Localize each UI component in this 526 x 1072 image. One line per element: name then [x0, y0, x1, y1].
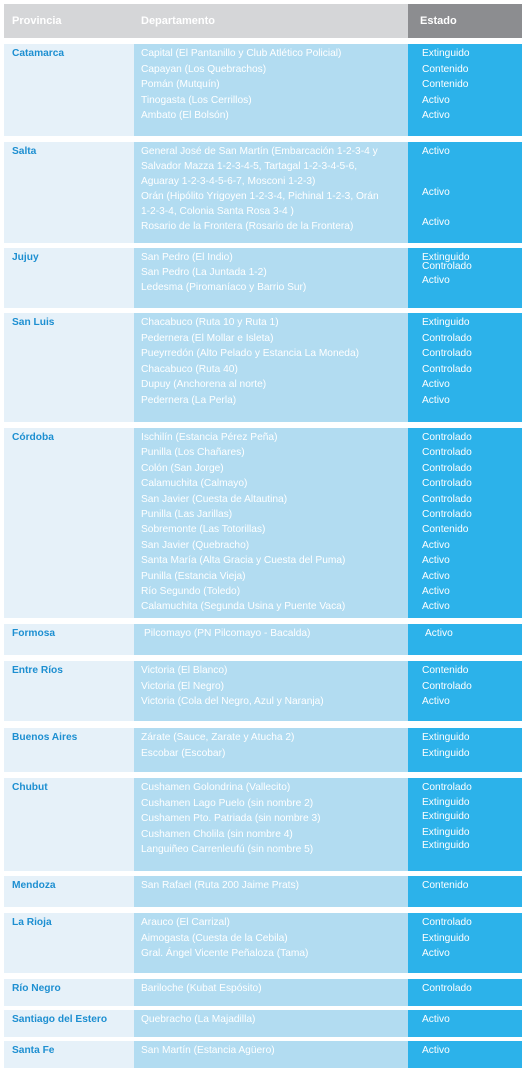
provincia-cell: Salta	[4, 142, 134, 243]
table-row	[4, 624, 522, 655]
estado-value: Controlado	[422, 782, 472, 793]
table-row	[4, 142, 522, 243]
departamento-line: Ischilín (Estancia Pérez Peña)	[141, 432, 278, 443]
departamento-line: San Javier (Cuesta de Altautina)	[141, 493, 288, 505]
departamento-line: Capayan (Los Quebrachos)	[141, 63, 267, 75]
provincia-cell: Chubut	[4, 778, 134, 871]
table-row	[4, 778, 522, 871]
provincia-cell: San Luis	[4, 313, 134, 422]
departamento-line: Victoria (Cola del Negro, Azul y Naranja)	[141, 696, 324, 707]
estado-value: Activo	[422, 394, 450, 406]
estado-value: Activo	[422, 539, 450, 551]
departamento-line: Colón (San Jorge)	[141, 462, 224, 474]
header-departamento: Departamento	[134, 4, 408, 38]
estado-value: Controlado	[422, 983, 472, 994]
table-body	[4, 44, 522, 1068]
estado-value: Activo	[422, 146, 450, 157]
estado-cell	[408, 44, 522, 136]
table-row	[4, 313, 522, 422]
departamento-line: Pueyrredón (Alto Pelado y Estancia La Moneda)	[141, 348, 360, 359]
estado-value: Contenido	[422, 63, 469, 75]
departamento-line: Tinogasta (Los Cerrillos)	[141, 94, 252, 106]
estado-value: Contenido	[422, 79, 469, 90]
departamento-line: 1-2-3-4, Colonia Santa Rosa 3-4 )	[141, 206, 294, 217]
estado-cell	[408, 979, 522, 1006]
departamento-line: Calamuchita (Segunda Usina y Puente Vaca)	[141, 601, 346, 613]
departamento-line: Rosario de la Frontera (Rosario de la Frontera)	[141, 221, 354, 232]
provincia-cell: Río Negro	[4, 979, 134, 1006]
estado-cell	[408, 142, 522, 243]
table-row	[4, 1041, 522, 1068]
estado-cell	[408, 624, 522, 655]
departamento-cell	[134, 661, 408, 721]
estado-value: Activo	[422, 275, 450, 286]
table-row	[4, 876, 522, 907]
departamento-line: Cushamen Cholila (sin nombre 4)	[141, 828, 293, 840]
estado-cell	[408, 1041, 522, 1068]
estado-value: Extinguido	[422, 840, 470, 851]
departamento-line: Pomán (Mutquín)	[141, 79, 220, 90]
estado-value: Activo	[425, 628, 453, 639]
departamento-line: Ledesma (Piromaníaco y Barrio Sur)	[141, 282, 307, 293]
estado-value: Activo	[422, 601, 450, 613]
estado-value: Activo	[422, 217, 450, 228]
estado-value: Controlado	[422, 332, 472, 344]
departamento-line: San Rafael (Ruta 200 Jaime Prats)	[141, 880, 299, 891]
estado-value: Extinguido	[422, 827, 470, 838]
estado-value: Activo	[422, 948, 450, 959]
departamento-line: Capital (El Pantanillo y Club Atlético Policial)	[141, 48, 342, 59]
departamento-line: Santa María (Alta Gracia y Cuesta del Puma)	[141, 555, 346, 567]
provincia-cell: Santiago del Estero	[4, 1010, 134, 1037]
estado-value: Activo	[422, 1045, 450, 1056]
estado-value: Extinguido	[422, 317, 470, 328]
estado-value: Contenido	[422, 880, 469, 891]
departamento-line: San Pedro (El Indio)	[141, 252, 233, 263]
fire-status-table	[4, 4, 522, 1072]
estado-cell	[408, 913, 522, 973]
departamento-line: Bariloche (Kubat Espósito)	[141, 983, 262, 994]
estado-value: Activo	[422, 696, 450, 707]
departamento-line: Calamuchita (Calmayo)	[141, 478, 248, 490]
estado-value: Controlado	[422, 509, 472, 520]
header-estado: Estado	[408, 4, 522, 38]
estado-value: Activo	[422, 110, 450, 121]
departamento-cell	[134, 913, 408, 973]
departamento-line: Punilla (Estancia Vieja)	[141, 570, 246, 582]
departamento-line: Ambato (El Bolsón)	[141, 110, 229, 121]
provincia-cell: Jujuy	[4, 248, 134, 308]
estado-value: Activo	[422, 187, 450, 198]
departamento-cell	[134, 624, 408, 655]
table-row	[4, 913, 522, 973]
table-row	[4, 44, 522, 136]
estado-cell	[408, 876, 522, 907]
provincia-cell: Mendoza	[4, 876, 134, 907]
departamento-cell	[134, 778, 408, 871]
departamento-line: General José de San Martín (Embarcación 1-2-3-4 y	[141, 146, 378, 157]
departamento-line: Aguaray 1-2-3-4-5-6-7, Mosconi 1-2-3)	[141, 176, 316, 187]
estado-value: Activo	[422, 94, 450, 106]
departamento-line: Dupuy (Anchorena al norte)	[141, 379, 267, 390]
departamento-line: Victoria (El Blanco)	[141, 665, 228, 676]
estado-value: Activo	[422, 555, 450, 567]
departamento-cell	[134, 44, 408, 136]
table-row	[4, 661, 522, 721]
departamento-line: Victoria (El Negro)	[141, 680, 225, 692]
provincia-cell: Buenos Aires	[4, 728, 134, 772]
departamento-line: Sobremonte (Las Totorillas)	[141, 524, 266, 536]
provincia-cell: Entre Ríos	[4, 661, 134, 721]
table-row	[4, 428, 522, 618]
estado-value: Activo	[422, 570, 450, 582]
departamento-cell	[134, 142, 408, 243]
departamento-cell	[134, 728, 408, 772]
estado-value: Controlado	[422, 478, 472, 490]
estado-cell	[408, 1010, 522, 1037]
table-row	[4, 1010, 522, 1037]
provincia-cell: Córdoba	[4, 428, 134, 618]
departamento-line: Punilla (Las Jarillas)	[141, 509, 233, 520]
departamento-cell	[134, 428, 408, 618]
departamento-line: Quebracho (La Majadilla)	[141, 1014, 256, 1025]
estado-value: Controlado	[422, 261, 472, 272]
departamento-cell	[134, 979, 408, 1006]
table-row	[4, 248, 522, 308]
departamento-line: Chacabuco (Ruta 10 y Ruta 1)	[141, 317, 279, 328]
estado-value: Controlado	[422, 917, 472, 928]
provincia-cell: Santa Fe	[4, 1041, 134, 1068]
estado-value: Controlado	[422, 432, 472, 443]
estado-cell	[408, 248, 522, 308]
estado-value: Controlado	[422, 493, 472, 505]
departamento-line: Chacabuco (Ruta 40)	[141, 363, 238, 375]
estado-cell	[408, 661, 522, 721]
estado-cell	[408, 428, 522, 618]
provincia-cell: La Rioja	[4, 913, 134, 973]
estado-value: Extinguido	[422, 932, 470, 944]
departamento-line: Orán (Hipólito Yrigoyen 1-2-3-4, Pichinal 1-2-3, Orán	[141, 191, 379, 202]
header-provincia: Provincia	[4, 4, 134, 38]
departamento-line: Pedernera (La Perla)	[141, 394, 237, 406]
provincia-cell: Formosa	[4, 624, 134, 655]
table-header	[4, 4, 522, 38]
departamento-line: Salvador Mazza 1-2-3-4-5, Tartagal 1-2-3-4-5-6,	[141, 161, 358, 172]
departamento-line: Gral. Ángel Vicente Peñaloza (Tama)	[141, 948, 309, 959]
departamento-cell	[134, 1010, 408, 1037]
table-row	[4, 979, 522, 1006]
departamento-line: Arauco (El Carrizal)	[141, 917, 230, 928]
departamento-line: San Pedro (La Juntada 1-2)	[141, 267, 267, 278]
departamento-line: San Javier (Quebracho)	[141, 539, 250, 551]
estado-value: Extinguido	[422, 747, 470, 759]
departamento-line: San Martín (Estancia Agüero)	[141, 1045, 275, 1056]
estado-cell	[408, 728, 522, 772]
departamento-cell	[134, 248, 408, 308]
estado-value: Activo	[422, 379, 450, 390]
departamento-cell	[134, 876, 408, 907]
departamento-line: Pedernera (El Mollar e Isleta)	[141, 332, 274, 344]
estado-cell	[408, 778, 522, 871]
departamento-line: Pilcomayo (PN Pilcomayo - Bacalda)	[144, 628, 311, 639]
estado-value: Extinguido	[422, 252, 470, 263]
estado-value: Controlado	[422, 363, 472, 375]
departamento-line: Languiñeo Carrenleufú (sin nombre 5)	[141, 844, 314, 855]
estado-value: Controlado	[422, 462, 472, 474]
estado-value: Extinguido	[422, 811, 470, 822]
estado-value: Activo	[422, 586, 450, 597]
estado-value: Controlado	[422, 348, 472, 359]
estado-value: Contenido	[422, 524, 469, 536]
provincia-cell: Catamarca	[4, 44, 134, 136]
departamento-cell	[134, 1041, 408, 1068]
estado-value: Activo	[422, 1014, 450, 1025]
table-row	[4, 728, 522, 772]
departamento-line: Aimogasta (Cuesta de la Cebila)	[141, 932, 288, 944]
estado-value: Extinguido	[422, 732, 470, 743]
estado-value: Extinguido	[422, 797, 470, 808]
departamento-line: Punilla (Los Chañares)	[141, 447, 245, 459]
departamento-line: Río Segundo (Toledo)	[141, 586, 241, 597]
estado-value: Extinguido	[422, 48, 470, 59]
departamento-line: Cushamen Pto. Patriada (sin nombre 3)	[141, 813, 321, 824]
estado-value: Contenido	[422, 665, 469, 676]
departamento-line: Cushamen Lago Puelo (sin nombre 2)	[141, 797, 314, 809]
departamento-cell	[134, 313, 408, 422]
departamento-line: Cushamen Golondrina (Vallecito)	[141, 782, 291, 793]
estado-value: Controlado	[422, 447, 472, 459]
estado-cell	[408, 313, 522, 422]
departamento-line: Escobar (Escobar)	[141, 747, 226, 759]
estado-value: Controlado	[422, 680, 472, 692]
departamento-line: Zárate (Sauce, Zarate y Atucha 2)	[141, 732, 295, 743]
